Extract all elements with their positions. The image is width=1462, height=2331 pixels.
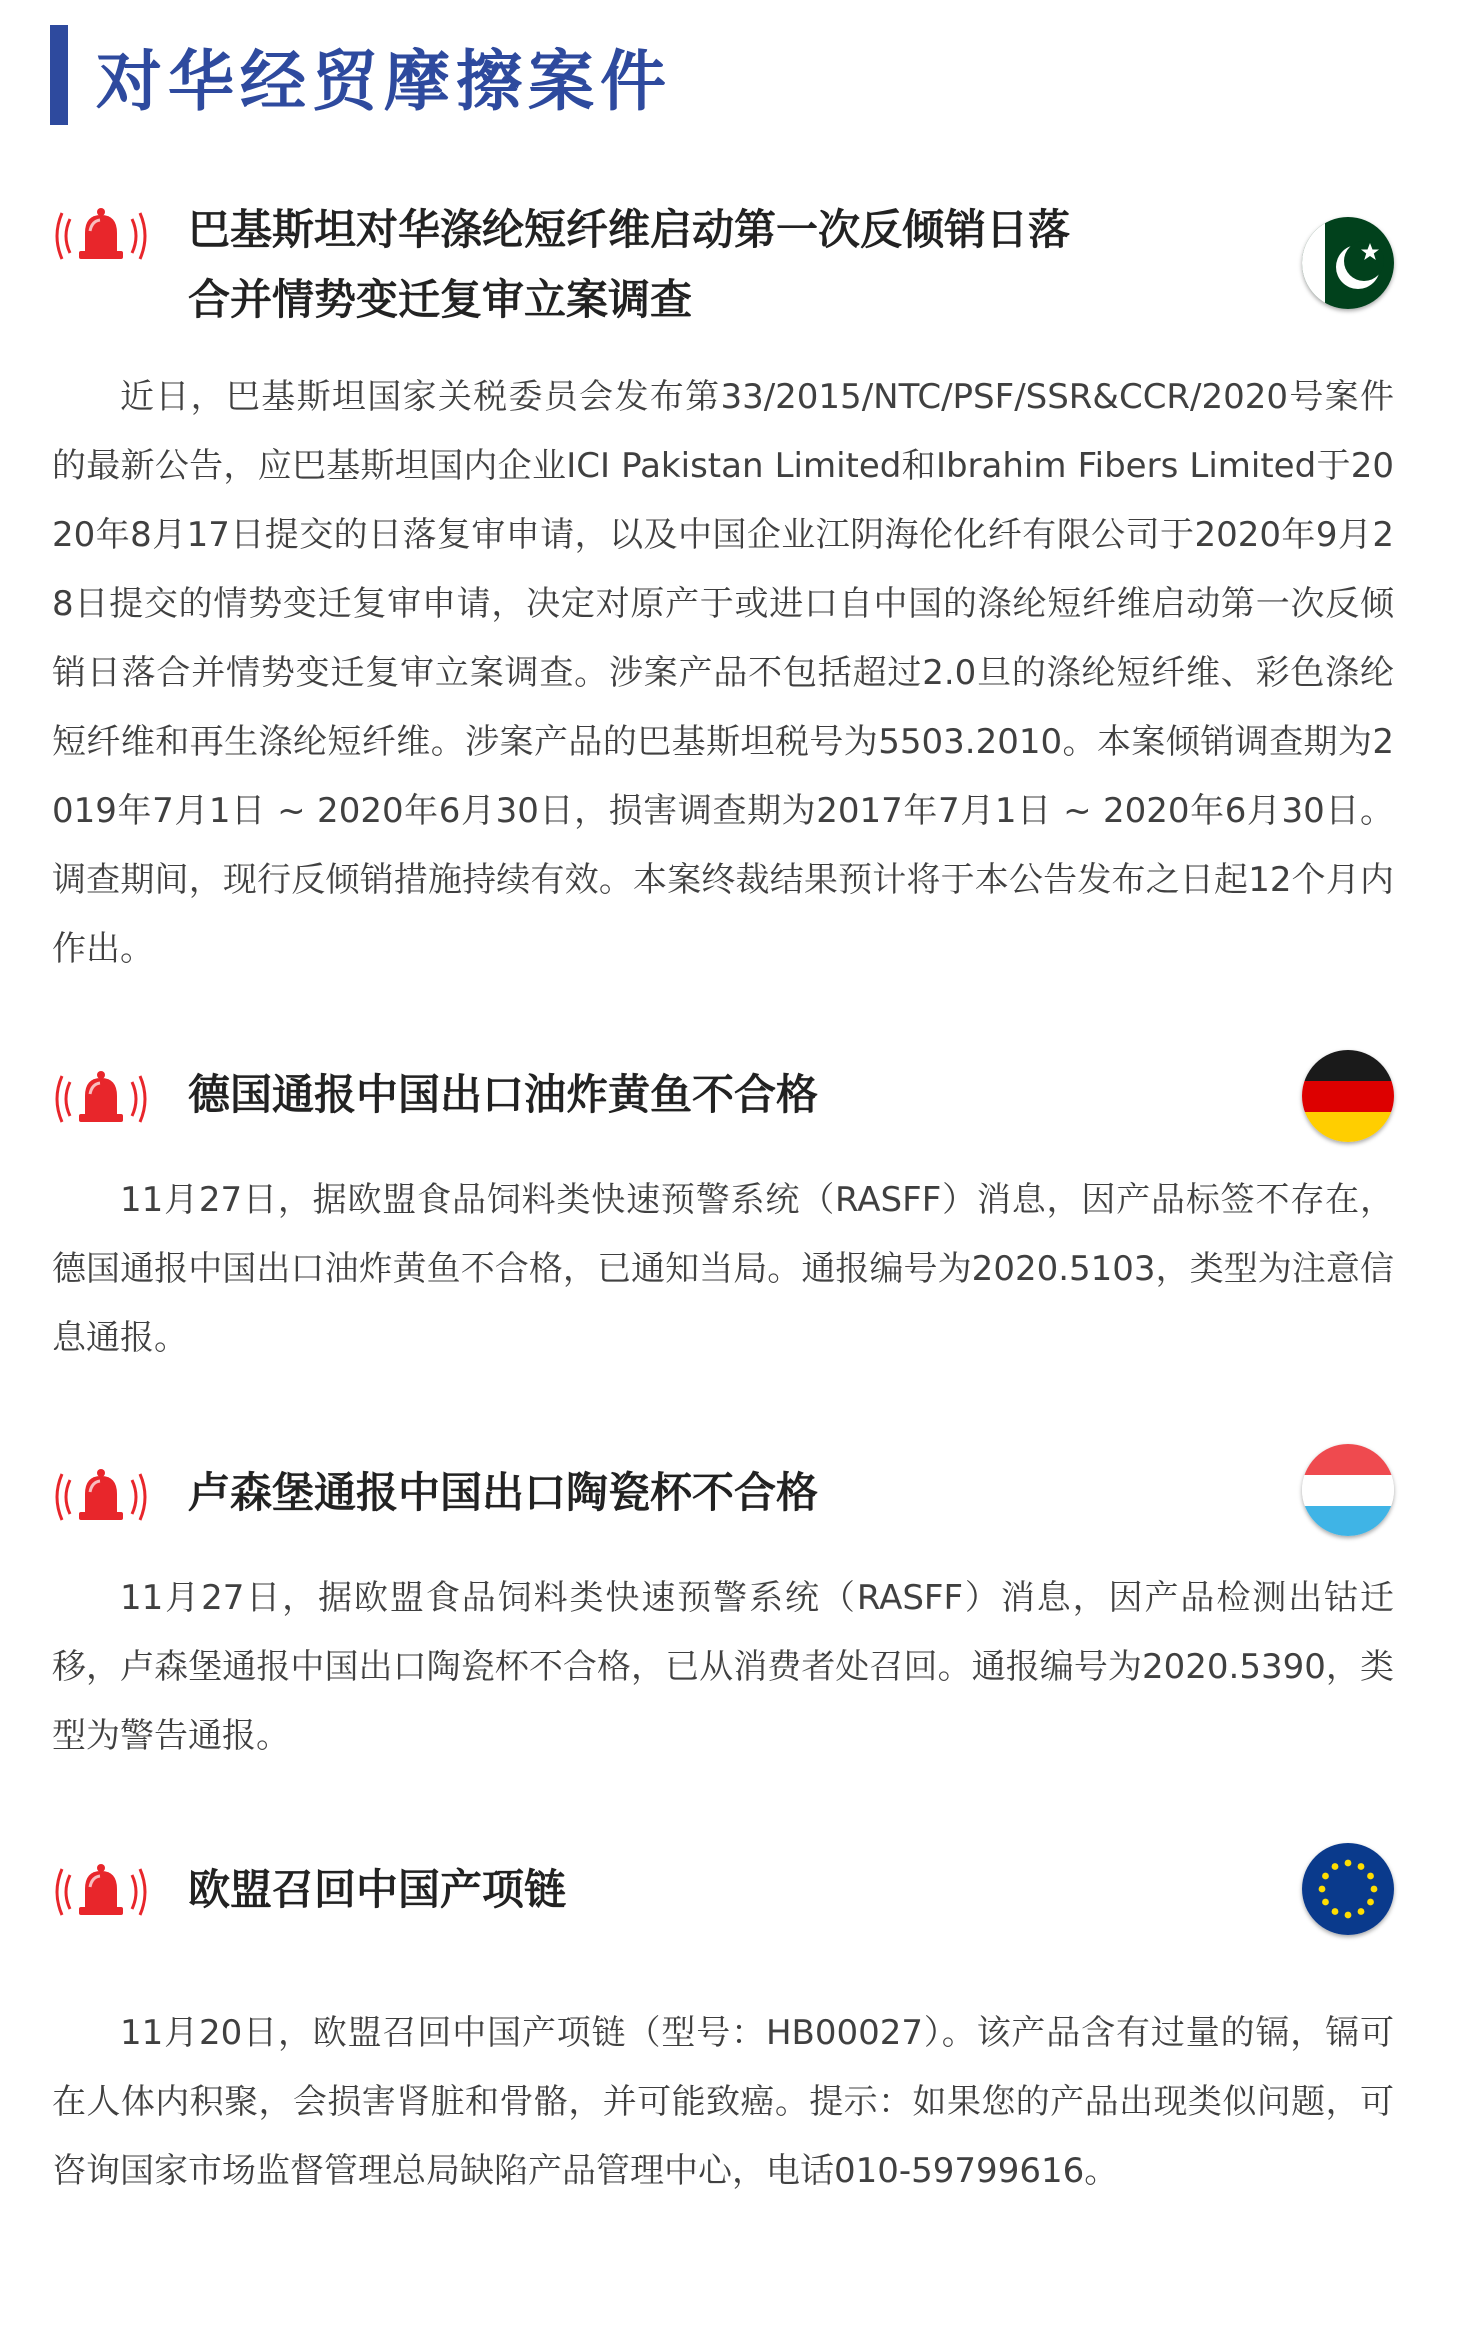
eu-star xyxy=(1332,1908,1339,1915)
eu-star xyxy=(1367,1873,1374,1880)
eu-star xyxy=(1322,1873,1329,1880)
eu-star xyxy=(1358,1863,1365,1870)
germany-flag-icon xyxy=(1302,1050,1394,1142)
section-title: 欧盟召回中国产项链 xyxy=(188,1865,567,1914)
section-title-line-2: 合并情势变迁复审立案调查 xyxy=(188,275,693,324)
alarm-bell-icon xyxy=(52,1466,150,1528)
eu-star xyxy=(1358,1908,1365,1915)
eu-star xyxy=(1345,1912,1352,1919)
alarm-bell-icon xyxy=(52,1068,150,1130)
alarm-bell-icon xyxy=(52,1861,150,1923)
page-header xyxy=(50,25,672,125)
section-title: 卢森堡通报中国出口陶瓷杯不合格 xyxy=(188,1468,819,1517)
section-title: 德国通报中国出口油炸黄鱼不合格 xyxy=(188,1070,819,1119)
section-body-luxembourg: 11月27日，据欧盟食品饲料类快速预警系统（RASFF）消息，因产品检测出钴迁移，卢森堡通报中国出口陶瓷杯不合格，已从消费者处召回。通报编号为2020.5390，类型为警告通报。 xyxy=(52,1578,1394,1756)
eu-star xyxy=(1371,1886,1378,1893)
eu-star xyxy=(1322,1899,1329,1906)
luxembourg-flag-icon xyxy=(1302,1444,1394,1536)
eu-star xyxy=(1319,1886,1326,1893)
page-title: 对华经贸摩擦案件 xyxy=(96,42,672,120)
eu-star xyxy=(1345,1860,1352,1867)
section-body-germany: 11月27日，据欧盟食品饲料类快速预警系统（RASFF）消息，因产品标签不存在，德国通报中国出口油炸黄鱼不合格，已通知当局。通报编号为2020.5103，类型为注意信息通报。 xyxy=(52,1180,1394,1358)
section-title-line-1: 巴基斯坦对华涤纶短纤维启动第一次反倾销日落 xyxy=(188,205,1071,254)
eu-star xyxy=(1367,1899,1374,1906)
pakistan-flag-icon xyxy=(1302,217,1394,309)
eu-flag-icon xyxy=(1302,1843,1394,1935)
header-accent-bar xyxy=(50,25,68,125)
eu-star xyxy=(1332,1863,1339,1870)
section-body-pakistan: 近日，巴基斯坦国家关税委员会发布第33/2015/NTC/PSF/SSR&CCR/2020号案件的最新公告，应巴基斯坦国内企业ICI Pakistan Limited和Ibrahim Fibers Limited于2020年8月17日提交的日落复审申请，以及中国企业江阴海伦化纤有限公司于2020年9月28日提交的情势变迁复审申请，决定对原产于或进口自中国的涤纶短纤维启动第一次反倾销日落合并情势变迁复审立案调查。涉案产品不包括超过2.0旦的涤纶短纤维、彩色涤纶短纤维和再生涤纶短纤维。涉案产品的巴基斯坦税号为5503.2010。本案倾销调查期为2019年7月1日 ~ 2020年6月30日，损害调查期为2017年7月1日 ~ 2020年6月30日。调查期间，现行反倾销措施持续有效。本案终裁结果预计将于本公告发布之日起12个月内作出。 xyxy=(52,377,1394,969)
section-body-eu: 11月20日，欧盟召回中国产项链（型号：HB00027）。该产品含有过量的镉，镉可在人体内积聚，会损害肾脏和骨骼，并可能致癌。提示：如果您的产品出现类似问题，可咨询国家市场监督管理总局缺陷产品管理中心，电话010-59799616。 xyxy=(52,2013,1394,2191)
alarm-bell-icon xyxy=(52,205,150,267)
